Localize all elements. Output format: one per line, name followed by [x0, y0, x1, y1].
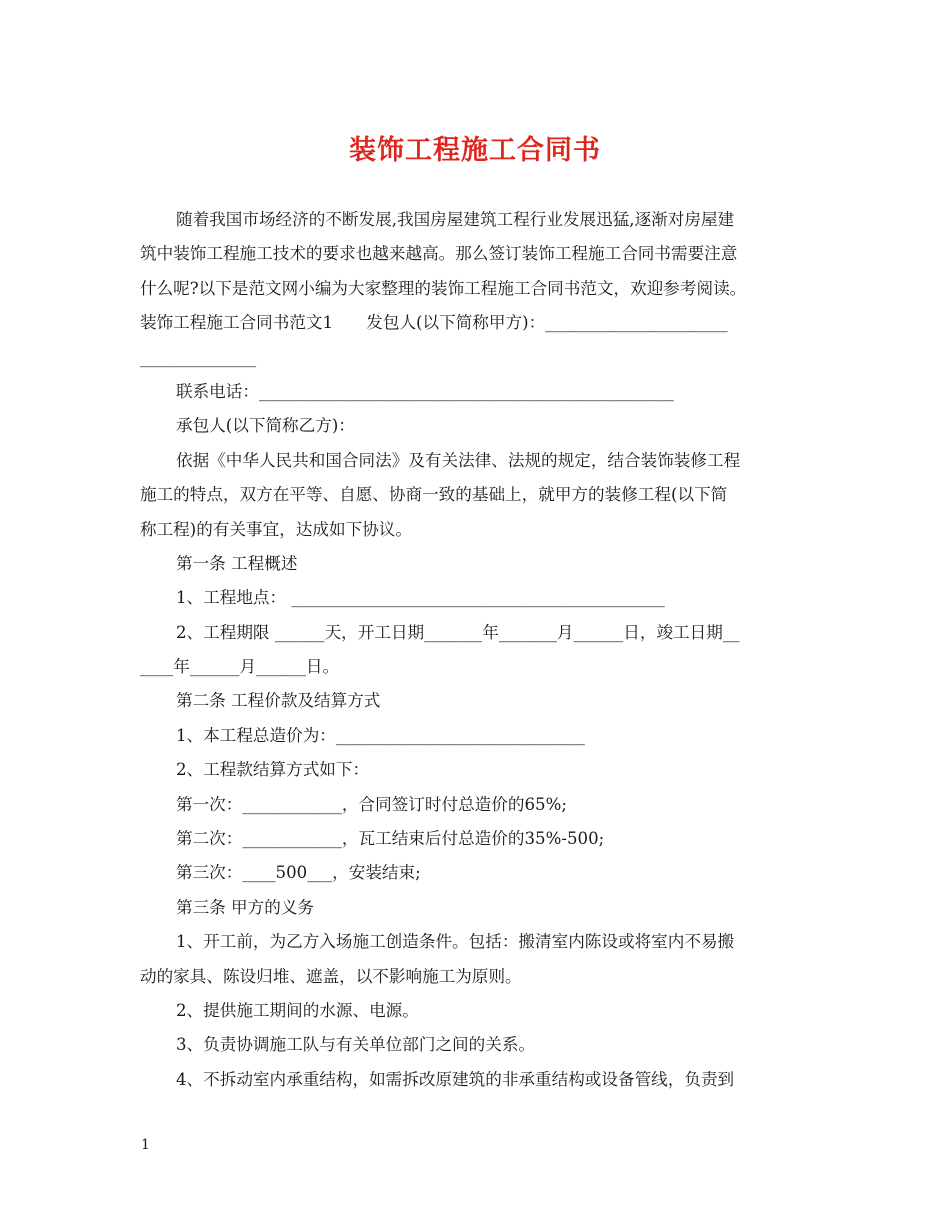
section-heading: 第二条 工程价款及结算方式 [176, 691, 381, 711]
paragraph-line: 第二次：____________，瓦工结束后付总造价的35%-500; [176, 829, 605, 849]
paragraph-line: 3、负责协调施工队与有关单位部门之间的关系。 [176, 1035, 536, 1055]
paragraph-line: 1、工程地点： _____________________________________________ [176, 588, 665, 608]
paragraph-line: ____年______月______日。 [140, 657, 340, 677]
paragraph-line: 第三次：____500___，安装结束; [176, 863, 421, 883]
paragraph-line: 什么呢?以下是范文网小编为大家整理的装饰工程施工合同书范文，欢迎参考阅读。 [140, 278, 747, 298]
paragraph-line: 4、不拆动室内承重结构，如需拆改原建筑的非承重结构或设备管线，负责到 [176, 1069, 735, 1089]
paragraph-line: 1、本工程总造价为：______________________________ [176, 725, 585, 745]
document-body [140, 203, 812, 1097]
paragraph-line: 2、工程期限 ______天，开工日期_______年_______月______日，竣工日期__ [176, 622, 740, 642]
paragraph-line: 施工的特点，双方在平等、自愿、协商一致的基础上，就甲方的装修工程(以下简 [140, 485, 728, 505]
section-heading: 第三条 甲方的义务 [176, 897, 315, 917]
page-number: 1 [141, 1137, 150, 1153]
paragraph-line: 2、工程款结算方式如下： [176, 760, 370, 780]
paragraph-line: 2、提供施工期间的水源、电源。 [176, 1000, 419, 1020]
document-title: 装饰工程施工合同书 [349, 135, 601, 166]
paragraph-line: 依据《中华人民共和国合同法》及有关法律、法规的规定，结合装饰装修工程 [176, 450, 741, 470]
paragraph-line: ______________ [140, 347, 257, 367]
paragraph-line: 筑中装饰工程施工技术的要求也越来越高。那么签订装饰工程施工合同书需要注意 [140, 244, 738, 264]
paragraph-line: 称工程)的有关事宜，达成如下协议。 [140, 519, 412, 539]
paragraph-line: 1、开工前，为乙方入场施工创造条件。包括：搬清室内陈设或将室内不易搬 [176, 932, 735, 952]
section-heading: 第一条 工程概述 [176, 553, 298, 573]
paragraph-line: 联系电话：__________________________________________________ [176, 381, 674, 401]
paragraph-line: 随着我国市场经济的不断发展,我国房屋建筑工程行业发展迅猛,逐渐对房屋建 [176, 210, 735, 229]
paragraph-line: 动的家具、陈设归堆、遮盖，以不影响施工为原则。 [140, 966, 522, 986]
paragraph-line: 装饰工程施工合同书范文1 发包人(以下简称甲方)：______________________ [140, 313, 728, 333]
paragraph-line: 承包人(以下简称乙方)： [176, 416, 355, 436]
paragraph-line: 第一次：____________，合同签订时付总造价的65%; [176, 794, 567, 814]
